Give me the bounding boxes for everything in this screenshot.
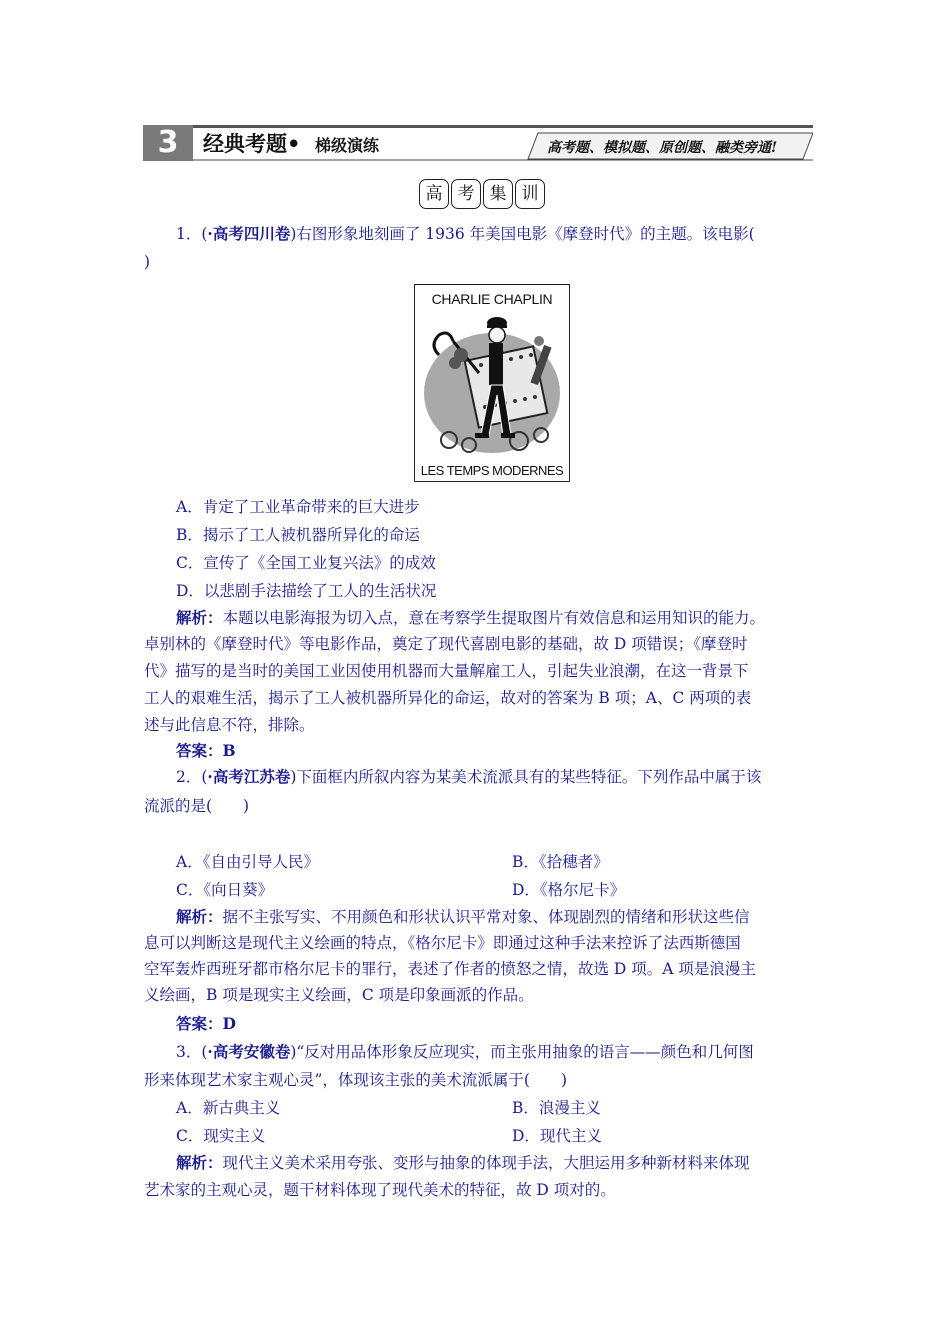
q3-option-b: B．浪漫主义 bbox=[512, 1099, 601, 1117]
q2-stem-line1: 2．(·高考江苏卷)下面框内所叙内容为某美术流派具有的某些特征。下列作品中属于该 bbox=[176, 767, 762, 786]
poster-bottom-text: LES TEMPS MODERNES bbox=[420, 463, 564, 478]
q1-option-d: D．以悲剧手法描绘了工人的生活状况 bbox=[176, 582, 437, 600]
q1-analysis-line4: 工人的艰难生活，揭示了工人被机器所异化的命运，故对的答案为 B 项；A、C 两项的表 bbox=[144, 689, 752, 707]
header-tagline: 高考题、模拟题、原创题、融类旁通! bbox=[547, 140, 778, 156]
header-title: 经典考题• bbox=[203, 132, 301, 156]
q3-option-a: A．新古典主义 bbox=[176, 1099, 281, 1117]
q2-option-a: A．《自由引导人民》 bbox=[176, 853, 319, 871]
section-number-badge: 3 bbox=[157, 125, 179, 160]
q3-option-c: C．现实主义 bbox=[176, 1127, 266, 1145]
q1-analysis-line5: 述与此信息不符，排除。 bbox=[144, 716, 315, 734]
q1-analysis-line1: 解析：本题以电影海报为切入点，意在考察学生提取图片有效信息和运用知识的能力。 bbox=[176, 608, 766, 627]
q2-option-b: B．《拾穗者》 bbox=[512, 853, 609, 871]
q2-stem-line2: 流派的是( ) bbox=[144, 797, 250, 815]
section-title-char: 考 bbox=[451, 179, 481, 209]
q1-stem-line1: 1．(·高考四川卷)右图形象地刻画了 1936 年美国电影《摩登时代》的主题。该电影( bbox=[176, 224, 755, 243]
q1-option-b: B．揭示了工人被机器所异化的命运 bbox=[176, 526, 420, 544]
q3-analysis-line1: 解析：现代主义美术采用夸张、变形与抽象的体现手法，大胆运用多种新材料来体现 bbox=[176, 1153, 750, 1172]
chaplin-poster-image bbox=[414, 284, 570, 482]
q3-option-d: D．现代主义 bbox=[512, 1127, 602, 1145]
section-title-gaokao-jixun bbox=[419, 179, 559, 209]
q2-option-c: C．《向日葵》 bbox=[176, 881, 274, 899]
q1-option-c: C．宣传了《全国工业复兴法》的成效 bbox=[176, 554, 436, 572]
poster-illustration bbox=[419, 315, 565, 457]
q2-analysis-line1: 解析：据不主张写实、不用颜色和形状认识平常对象、体现剧烈的情绪和形状这些信 bbox=[176, 907, 750, 926]
section-title-char: 高 bbox=[419, 179, 449, 209]
q1-stem-line2: ) bbox=[144, 253, 151, 271]
q1-analysis-line3: 代》描写的是当时的美国工业因使用机器而大量解雇工人，引起失业浪潮，在这一背景下 bbox=[144, 662, 749, 680]
section-header bbox=[143, 125, 813, 161]
q1-answer: 答案：B bbox=[176, 741, 236, 760]
q2-option-d: D．《格尔尼卡》 bbox=[512, 881, 626, 899]
q1-option-a: A．肯定了工业革命带来的巨大进步 bbox=[176, 498, 420, 516]
q3-analysis-line2: 艺术家的主观心灵，题干材料体现了现代美术的特征，故 D 项对的。 bbox=[144, 1181, 616, 1199]
q2-answer: 答案：D bbox=[176, 1014, 236, 1033]
section-title-char: 训 bbox=[515, 179, 545, 209]
q2-analysis-line2: 息可以判断这是现代主义绘画的特点，《格尔尼卡》即通过这种手法来控诉了法西斯德国 bbox=[144, 934, 741, 952]
poster-top-text: CHARLIE CHAPLIN bbox=[431, 291, 553, 307]
section-title-char: 集 bbox=[483, 179, 513, 209]
q2-analysis-line3: 空军轰炸西班牙都市格尔尼卡的罪行，表述了作者的愤怒之情，故选 D 项。A 项是浪漫主 bbox=[144, 960, 756, 978]
q3-stem-line1: 3．(·高考安徽卷)“反对用品体形象反应现实，而主张用抽象的语言——颜色和几何图 bbox=[176, 1042, 754, 1061]
header-subtitle: 梯级演练 bbox=[315, 136, 380, 155]
q3-stem-line2: 形来体现艺术家主观心灵”，体现该主张的美术流派属于( ) bbox=[144, 1071, 568, 1089]
q2-analysis-line4: 义绘画，B 项是现实主义绘画，C 项是印象画派的作品。 bbox=[144, 986, 534, 1004]
q1-analysis-line2: 卓别林的《摩登时代》等电影作品，奠定了现代喜剧电影的基础，故 D 项错误；《摩登时 bbox=[144, 635, 748, 653]
